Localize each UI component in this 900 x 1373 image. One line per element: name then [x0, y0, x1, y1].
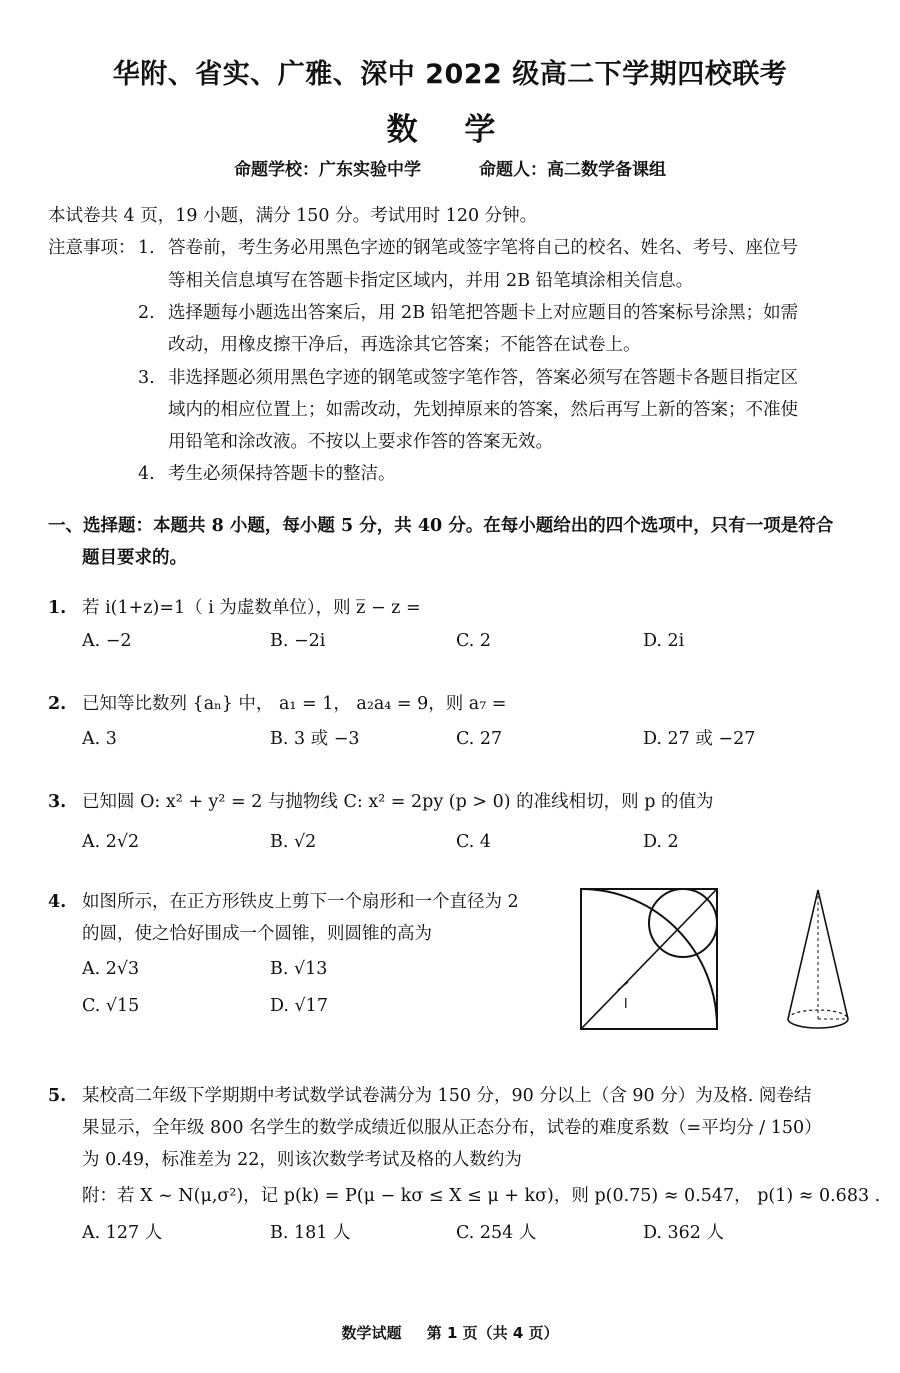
note-3-num: 3. [138, 368, 155, 388]
q1-option-b: B. −2i [270, 631, 326, 651]
note-1-line-2: 等相关信息填写在答题卡指定区域内，并用 2B 铅笔填涂相关信息。 [168, 271, 694, 291]
cone-figure [782, 886, 852, 1036]
q4-option-a: A. 2√3 [82, 959, 140, 979]
note-2-line-1: 选择题每小题选出答案后，用 2B 铅笔把答题卡上对应题目的答案标号涂黑；如需 [168, 303, 799, 323]
note-2-num: 2. [138, 303, 155, 323]
q1-stem: 若 i(1+z)=1（ i 为虚数单位），则 z̅ − z = [82, 598, 421, 618]
q4-option-d: D. √17 [270, 996, 328, 1016]
footer-subject: 数学试题 [341, 1324, 402, 1342]
q3-number: 3. [48, 792, 67, 812]
q4-option-b: B. √13 [270, 959, 328, 979]
q2-number: 2. [48, 694, 67, 714]
q5-stem-line-3: 为 0.49，标准差为 22，则该次数学考试及格的人数约为 [82, 1150, 522, 1170]
q3-option-d: D. 2 [643, 832, 679, 852]
note-4-num: 4. [138, 464, 155, 484]
q5-number: 5. [48, 1086, 67, 1106]
q5-option-b: B. 181 人 [270, 1223, 351, 1243]
note-1-line-1: 答卷前，考生务必用黑色字迹的钢笔或签字笔将自己的校名、姓名、考号、座位号 [168, 238, 798, 258]
notice-label: 注意事项： [48, 238, 136, 258]
footer-page-number: 第 1 页（共 4 页） [426, 1324, 559, 1342]
q2-option-c: C. 27 [456, 729, 503, 749]
byline [0, 155, 900, 180]
square-sector-figure [578, 886, 720, 1032]
q1-number: 1. [48, 598, 67, 618]
q4-number: 4. [48, 892, 67, 912]
school-label: 命题学校：广东实验中学 [234, 160, 422, 180]
q5-stem-line-1: 某校高二年级下学期期中考试数学试卷满分为 150 分，90 分以上（含 90 分）为及格. 阅卷结 [82, 1086, 812, 1106]
q1-option-c: C. 2 [456, 631, 492, 651]
note-3-line-2: 域内的相应位置上；如需改动，先划掉原来的答案，然后再写上新的答案；不准使 [168, 400, 798, 420]
q5-option-d: D. 362 人 [643, 1223, 724, 1243]
q3-option-a: A. 2√2 [82, 832, 140, 852]
page-footer [0, 1322, 900, 1343]
note-2-line-2: 改动，用橡皮擦干净后，再选涂其它答案；不能答在试卷上。 [168, 335, 641, 355]
q4-option-c: C. √15 [82, 996, 140, 1016]
q1-option-a: A. −2 [82, 631, 132, 651]
q5-option-a: A. 127 人 [82, 1223, 163, 1243]
note-3-line-3: 用铅笔和涂改液。不按以上要求作答的答案无效。 [168, 432, 553, 452]
q1-option-d: D. 2i [643, 631, 685, 651]
note-4-line-1: 考生必须保持答题卡的整洁。 [168, 464, 396, 484]
note-1-num: 1. [138, 238, 155, 258]
exam-title: 华附、省实、广雅、深中 2022 级高二下学期四校联考 [112, 59, 788, 90]
q5-option-c: C. 254 人 [456, 1223, 537, 1243]
q4-stem-line-1: 如图所示，在正方形铁皮上剪下一个扇形和一个直径为 2 [82, 892, 519, 912]
q3-stem: 已知圆 O: x² + y² = 2 与抛物线 C: x² = 2py (p > 0) 的准线相切，则 p 的值为 [82, 792, 714, 812]
q2-option-d: D. 27 或 −27 [643, 729, 756, 749]
section-1-heading-line-2: 题目要求的。 [82, 548, 187, 568]
q3-option-c: C. 4 [456, 832, 492, 852]
q4-stem-line-2: 的圆，使之恰好围成一个圆锥，则圆锥的高为 [82, 924, 432, 944]
q2-option-b: B. 3 或 −3 [270, 729, 360, 749]
exam-summary: 本试卷共 4 页，19 小题，满分 150 分。考试用时 120 分钟。 [48, 206, 538, 226]
figure-label-l: l [624, 997, 628, 1012]
q2-option-a: A. 3 [82, 729, 117, 749]
q5-stem-line-4: 附：若 X ~ N(μ,σ²)，记 p(k) = P(μ − kσ ≤ X ≤ μ + kσ)，则 p(0.75) ≈ 0.547， p(1) ≈ 0.683 . [82, 1186, 881, 1206]
q3-option-b: B. √2 [270, 832, 317, 852]
q5-stem-line-2: 果显示，全年级 800 名学生的数学成绩近似服从正态分布，试卷的难度系数（=平均分 / 150） [82, 1118, 822, 1138]
q2-stem: 已知等比数列 {aₙ} 中， a₁ = 1， a₂a₄ = 9，则 a₇ = [82, 694, 507, 714]
author-label: 命题人：高二数学备课组 [478, 160, 666, 180]
section-1-heading-line-1: 一、选择题：本题共 8 小题，每小题 5 分，共 40 分。在每小题给出的四个选项中，只有一项是符合 [48, 516, 834, 536]
note-3-line-1: 非选择题必须用黑色字迹的钢笔或签字笔作答，答案必须写在答题卡各题目指定区 [168, 368, 798, 388]
subject-title: 数 学 [386, 112, 514, 148]
